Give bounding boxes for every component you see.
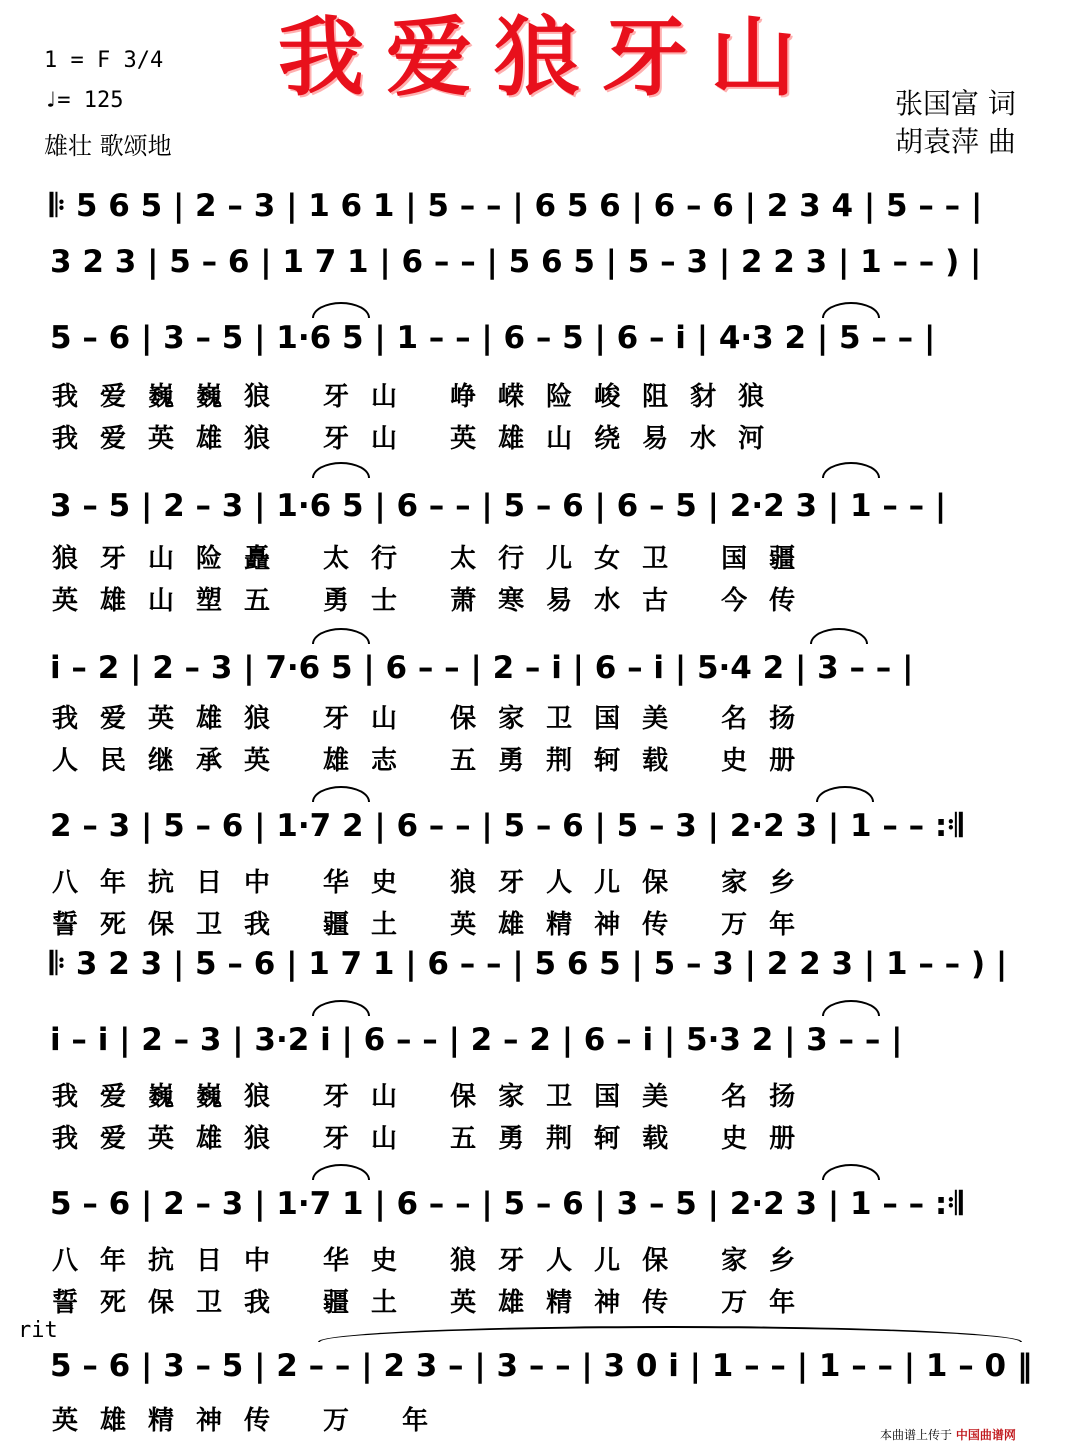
- lyric-line: 誓死保卫我 疆土 英雄精神传 万年: [52, 910, 818, 940]
- slur-mark: [312, 786, 370, 802]
- notation-line: i – 2 | 2 – 3 | 7·6 5 | 6 – – | 2 – i | 6 – i | 5·4 2 | 3 – – |: [50, 650, 914, 686]
- notation-line: 3 – 5 | 2 – 3 | 1·6 5 | 6 – – | 5 – 6 | 6 – 5 | 2·2 3 | 1 – – |: [50, 488, 947, 524]
- lyric-line: 我爱英雄狼 牙山 保家卫国美 名扬: [52, 704, 818, 734]
- composer-credit: 胡袁萍 曲: [895, 125, 1016, 158]
- notation-line: 5 – 6 | 3 – 5 | 1·6 5 | 1 – – | 6 – 5 | 6 – i | 4·3 2 | 5 – – |: [50, 320, 936, 356]
- notation-line: 5 – 6 | 2 – 3 | 1·7 1 | 6 – – | 5 – 6 | 3 – 5 | 2·2 3 | 1 – – :𝄇: [50, 1186, 963, 1222]
- footer-prefix: 本曲谱上传于: [880, 1428, 953, 1442]
- lyric-line: 狼牙山险矗 太行 太行儿女卫 国疆: [52, 544, 818, 574]
- notation-line: 3 2 3 | 5 – 6 | 1 7 1 | 6 – – | 5 6 5 | 5 – 3 | 2 2 3 | 1 – – ) |: [50, 244, 982, 280]
- lyric-line: 八年抗日中 华史 狼牙人儿保 家乡: [52, 1246, 818, 1276]
- slur-mark: [822, 1000, 880, 1016]
- song-title: 我爱狼牙山: [278, 8, 818, 108]
- slur-mark: [822, 1164, 880, 1180]
- notation-line: 𝄆 5 6 5 | 2 – 3 | 1 6 1 | 5 – – | 6 5 6 | 6 – 6 | 2 3 4 | 5 – – |: [50, 188, 983, 224]
- notation-line: 2 – 3 | 5 – 6 | 1·7 2 | 6 – – | 5 – 6 | 5 – 3 | 2·2 3 | 1 – – :𝄇: [50, 808, 963, 844]
- key-signature: 1 = F 3/4: [44, 48, 164, 73]
- tie-mark: [318, 1326, 1022, 1342]
- lyricist-credit: 张国富 词: [895, 87, 1016, 120]
- lyric-line: 人民继承英 雄志 五勇荆轲载 史册: [52, 746, 818, 776]
- notation-line: 𝄆 3 2 3 | 5 – 6 | 1 7 1 | 6 – – | 5 6 5 | 5 – 3 | 2 2 3 | 1 – – ) |: [50, 946, 1008, 982]
- notation-line: i – i | 2 – 3 | 3·2 i | 6 – – | 2 – 2 | 6 – i | 5·3 2 | 3 – – |: [50, 1022, 903, 1058]
- slur-mark: [312, 462, 370, 478]
- ritardando-marking: rit: [18, 1318, 58, 1343]
- lyric-line: 我爱英雄狼 牙山 英雄山绕易水河: [52, 424, 787, 454]
- lyric-line: 我爱巍巍狼 牙山 峥嵘险峻阻豺狼: [52, 382, 787, 412]
- tempo-marking: ♩= 125: [44, 88, 124, 113]
- lyric-line: 我爱英雄狼 牙山 五勇荆轲载 史册: [52, 1124, 818, 1154]
- notation-line: 5 – 6 | 3 – 5 | 2 – – | 2 3 – | 3 – – | 3 0 i | 1 – – | 1 – – | 1 – 0 ‖: [50, 1348, 1033, 1384]
- footer-credit: [880, 1426, 1016, 1443]
- slur-mark: [312, 628, 370, 644]
- slur-mark: [810, 628, 868, 644]
- slur-mark: [312, 302, 370, 318]
- slur-mark: [816, 786, 874, 802]
- lyric-line: 八年抗日中 华史 狼牙人儿保 家乡: [52, 868, 818, 898]
- lyric-line: 英雄山塑五 勇士 萧寒易水古 今传: [52, 586, 818, 616]
- footer-brand: 中国曲谱网: [955, 1428, 1016, 1442]
- lyric-line: 英雄精神传 万 年: [52, 1406, 451, 1436]
- slur-mark: [312, 1000, 370, 1016]
- expression-marking: 雄壮 歌颂地: [44, 132, 172, 160]
- lyric-line: 誓死保卫我 疆土 英雄精神传 万年: [52, 1288, 818, 1318]
- slur-mark: [822, 462, 880, 478]
- lyric-line: 我爱巍巍狼 牙山 保家卫国美 名扬: [52, 1082, 818, 1112]
- slur-mark: [312, 1164, 370, 1180]
- slur-mark: [822, 302, 880, 318]
